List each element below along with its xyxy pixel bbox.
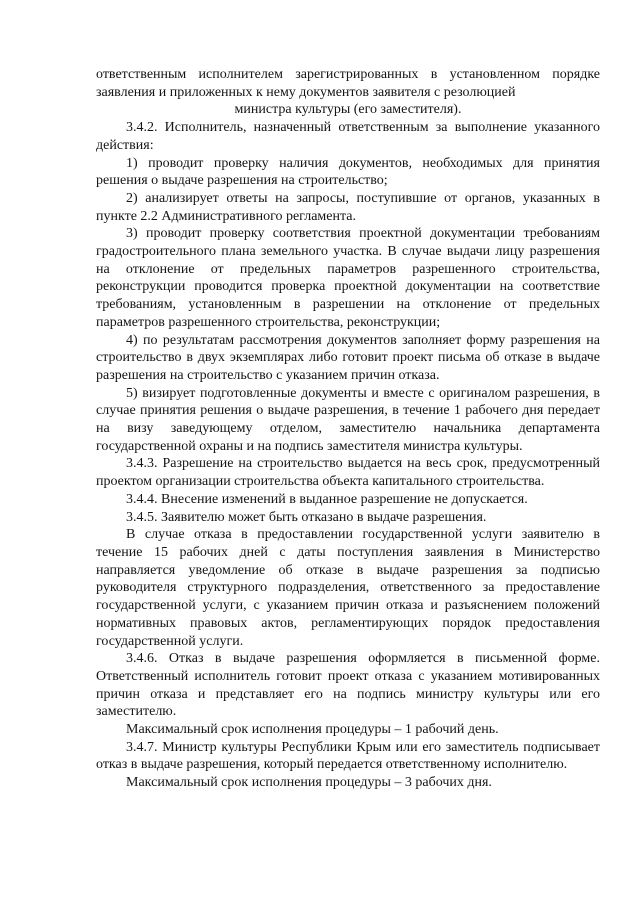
paragraph-16: Максимальный срок исполнения процедуры – 3 рабочих дня. bbox=[126, 775, 492, 791]
paragraph-7: 4) по результатам рассмотрения документов заполняет форму разрешения на строительство в двух экземплярах либо готовит проект письма об отказе в выдаче разрешения на строительство с указанием причин отказа. bbox=[96, 332, 600, 383]
paragraph-15: 3.4.7. Министр культуры Республики Крым или его заместитель подписывает отказ в выдаче разрешения, который передается ответственному исполнителю. bbox=[96, 739, 600, 773]
paragraph-8: 5) визирует подготовленные документы и вместе с оригиналом разрешения, в случае принятия решения о выдаче разрешения, в течение 1 рабочего дня передает на визу заведующему отделом, заместителю начальника департамента государственной охраны и на подпись заместителя министра культуры. bbox=[96, 385, 600, 454]
paragraph-13: 3.4.6. Отказ в выдаче разрешения оформляется в письменной форме. Ответственный исполнитель готовит проект отказа с указанием мотивированных причин отказа и представляет его на подпись министру культуры или его заместителю. bbox=[96, 651, 600, 720]
paragraph-6: 3) проводит проверку соответствия проектной документации требованиям градостроительного плана земельного участка. В случае выдачи лицу разрешения на отклонение от предельных параметров разрешенного строительства, реконструкции проводится проверка проектной документации на соответствие требованиям, установленным в разрешении на отклонение от предельных параметров разрешенного строительства, реконструкции; bbox=[96, 226, 600, 330]
paragraph-11: 3.4.5. Заявителю может быть отказано в выдаче разрешения. bbox=[126, 509, 487, 525]
document-page bbox=[96, 66, 600, 792]
paragraph-1: ответственным исполнителем зарегистрированных в установленном порядке заявления и приложенных к нему документов заявителя с резолюцией bbox=[96, 67, 600, 100]
paragraph-14: Максимальный срок исполнения процедуры – 1 рабочий день. bbox=[126, 722, 499, 738]
paragraph-2: министра культуры (его заместителя). bbox=[234, 102, 462, 118]
paragraph-5: 2) анализирует ответы на запросы, поступившие от органов, указанных в пункте 2.2 Административного регламента. bbox=[96, 190, 600, 224]
paragraph-3: 3.4.2. Исполнитель, назначенный ответственным за выполнение указанного действия: bbox=[96, 120, 600, 153]
paragraph-4: 1) проводит проверку наличия документов, необходимых для принятия решения о выдаче разрешения на строительство; bbox=[96, 155, 600, 189]
paragraph-12: В случае отказа в предоставлении государственной услуги заявителю в течение 15 рабочих дней с даты поступления заявления в Министерство направляется уведомление об отказе в выдаче разрешения за подписью руководителя структурного подразделения, ответственного за предоставление государственной услуги, с указанием причин отказа и разъяснением положений нормативных правовых актов, регламентирующих порядок предоставления государственной услуги. bbox=[96, 527, 600, 649]
paragraph-10: 3.4.4. Внесение изменений в выданное разрешение не допускается. bbox=[126, 491, 528, 507]
paragraph-9: 3.4.3. Разрешение на строительство выдается на весь срок, предусмотренный проектом организации строительства объекта капитального строительства. bbox=[96, 456, 600, 490]
